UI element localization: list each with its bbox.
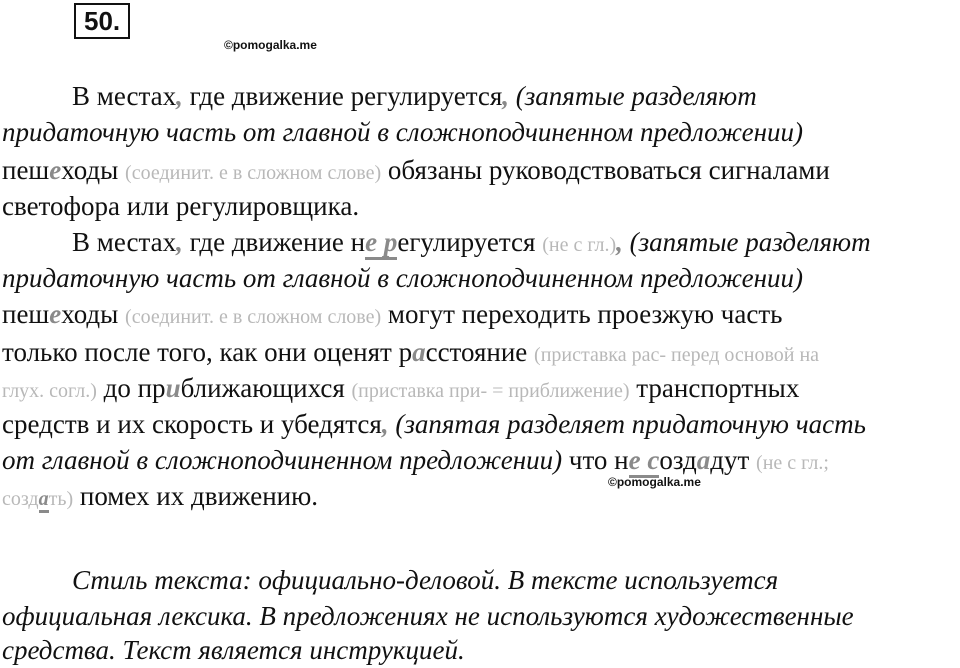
inserted-letter: с	[647, 445, 659, 478]
inserted-letter: е	[629, 445, 641, 478]
hint: ть)	[48, 488, 74, 510]
p2-line-6	[2, 406, 866, 442]
text: ближающихся	[180, 373, 352, 403]
text: озд	[659, 445, 697, 475]
inserted-comma: ,	[616, 227, 623, 257]
text: егулируется	[397, 227, 543, 257]
inserted-letter: е	[49, 299, 62, 329]
text: где движение регулируется	[182, 81, 503, 111]
hint: глух. согл.)	[2, 380, 97, 402]
style-note-line-2: официальная лексика. В предложениях не используются художественные	[2, 601, 854, 631]
text: ходы	[61, 155, 126, 185]
p2-line-1	[72, 224, 871, 263]
hint: (не с гл.)	[542, 234, 617, 256]
hint: (соединит. е в сложном слове)	[125, 162, 382, 184]
p1-line-4: светофора или регулировщика.	[2, 191, 360, 221]
watermark-mid: ©pomogalka.me	[608, 475, 701, 489]
style-note-line-3: средства. Текст является инструкцией.	[2, 635, 465, 665]
p2-line-3	[2, 296, 782, 335]
text: дут	[710, 445, 757, 475]
p1-line-2: придаточную часть от главной в сложноподчиненном предложении)	[2, 117, 804, 147]
inserted-letter: а	[412, 337, 426, 367]
p2-line-7	[2, 442, 829, 481]
text: могут переходить проезжую часть	[381, 299, 783, 329]
style-note-line-1: Стиль текста: официально-деловой. В тексте используется	[72, 565, 779, 595]
text: обязаны руководствоваться сигналами	[381, 155, 830, 185]
inserted-letter: и	[165, 373, 181, 403]
inserted-comma: ,	[176, 227, 183, 257]
p2-line-5	[2, 370, 799, 409]
explanation: (запятая разделяет придаточную часть	[388, 409, 866, 439]
text: только после того, как они оценят р	[2, 337, 413, 367]
explanation: (запятые разделяют	[622, 227, 871, 257]
inserted-comma: ,	[381, 409, 389, 439]
inserted-comma: ,	[502, 81, 510, 111]
p2-line-2: придаточную часть от главной в сложноподчиненном предложении)	[2, 263, 804, 293]
explanation: от главной в сложноподчиненном предложении)	[2, 445, 563, 475]
p1-line-3	[2, 152, 830, 191]
space	[377, 227, 384, 260]
text: где движение н	[182, 227, 366, 257]
text: до пр	[96, 373, 166, 403]
text: средств и их скорость и убедятся	[2, 409, 382, 439]
inserted-letter: е	[49, 155, 62, 185]
exercise-number: 50.	[74, 3, 130, 39]
inserted-letter: р	[384, 227, 398, 260]
inserted-letter: а	[39, 488, 49, 513]
text: сстояние	[425, 337, 535, 367]
text: пеш	[2, 155, 50, 185]
text: пеш	[2, 299, 50, 329]
hint: (не с гл.;	[756, 452, 829, 474]
text: помех их движению.	[73, 481, 319, 511]
text: ходы	[61, 299, 126, 329]
p1-line-1	[72, 78, 757, 114]
inserted-comma: ,	[176, 81, 183, 111]
watermark-top: ©pomogalka.me	[224, 38, 317, 52]
p2-line-8	[2, 478, 318, 517]
inserted-letter: а	[696, 445, 711, 475]
text: транспортных	[629, 373, 800, 403]
inserted-letter: е	[365, 227, 377, 260]
hint: созд	[2, 488, 39, 510]
hint: (соединит. е в сложном слове)	[125, 306, 382, 328]
explanation: (запятые разделяют	[509, 81, 757, 111]
hint: (приставка при- = приближение)	[351, 380, 630, 402]
p2-line-4	[2, 334, 819, 373]
text: В местах	[72, 81, 177, 111]
hint: (приставка рас- перед основой на	[534, 344, 820, 366]
text: что н	[562, 445, 629, 475]
text: В местах	[72, 227, 177, 257]
